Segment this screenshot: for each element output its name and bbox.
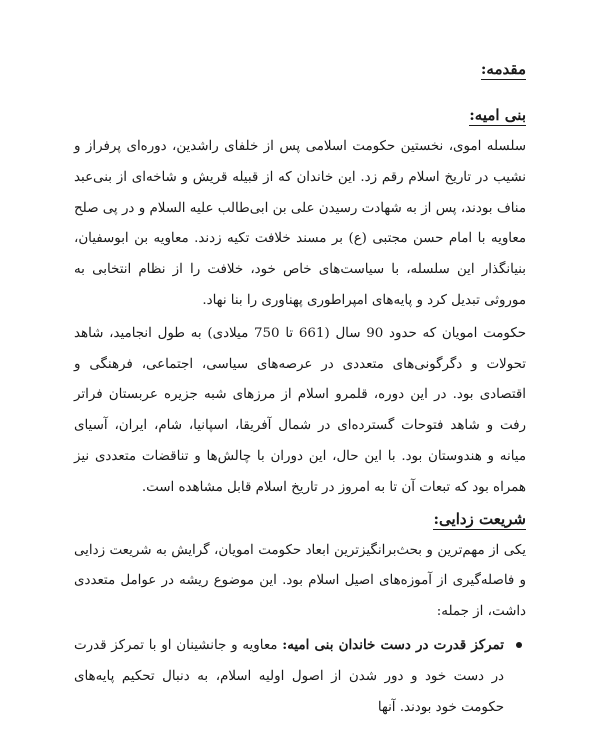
list-item <box>74 630 526 723</box>
bullet-item-title: تمرکز قدرت در دست خاندان بنی امیه: <box>282 636 504 653</box>
paragraph-umayyad-rule: حکومت امویان که حدود 90 سال (661 تا 750 میلادی) به طول انجامید، شاهد تحولات و دگرگونی‌های متعددی در عرصه‌های سیاسی، اجتماعی، فرهنگی و اقتصادی بود. در این دوره، قلمرو اسلام از مرزهای شبه جزیره عربستان فراتر رفت و شاهد فتوحات گسترده‌ای در شمال آفریقا، اسپانیا، شام، ایران، آسیای میانه و هندوستان بود. با این حال، این دوران با چالش‌ها و تناقضات متعددی نیز همراه بود که تبعات آن تا به امروز در تاریخ اسلام قابل مشاهده است. <box>74 325 526 495</box>
paragraph-sharia-intro: یکی از مهم‌ترین و بحث‌برانگیزترین ابعاد حکومت امویان، گرایش به شریعت زدایی و فاصله‌گیری از آموزه‌های اصیل اسلام بود. این موضوع ریشه در عوامل متعددی داشت، از جمله: <box>74 542 526 620</box>
heading-introduction: مقدمه: <box>480 60 526 78</box>
bullet-item-text: معاویه و جانشینان او با تمرکز قدرت در دست خود و دور شدن از اصول اولیه اسلام، به دنبال تحکیم پایه‌های حکومت خود بودند. آنها <box>74 637 504 715</box>
heading-umayyad: بنی امیه: <box>469 106 526 124</box>
bullet-list <box>74 630 526 723</box>
paragraph-umayyad-intro: سلسله اموی، نخستین حکومت اسلامی پس از خلفای راشدین، دوره‌ای پرفراز و نشیب در تاریخ اسلام رقم زد. این خاندان که از قبیله قریش و شاخه‌ای از بنی‌عبد مناف بودند، پس از به شهادت رسیدن علی بن ابی‌طالب علیه السلام و در پی صلح معاویه با امام حسن مجتبی (ع) بر مسند خلافت تکیه زدند. معاویه بن ابوسفیان، بنیانگذار این سلسله، با سیاست‌های خاص خود، خلافت را از نظام انتخابی به موروثی تبدیل کرد و پایه‌های امپراطوری پهناوری را بنا نهاد. <box>74 139 526 308</box>
bullet-dot-icon <box>516 642 522 648</box>
heading-sharia-removal: شریعت زدایی: <box>433 509 526 528</box>
